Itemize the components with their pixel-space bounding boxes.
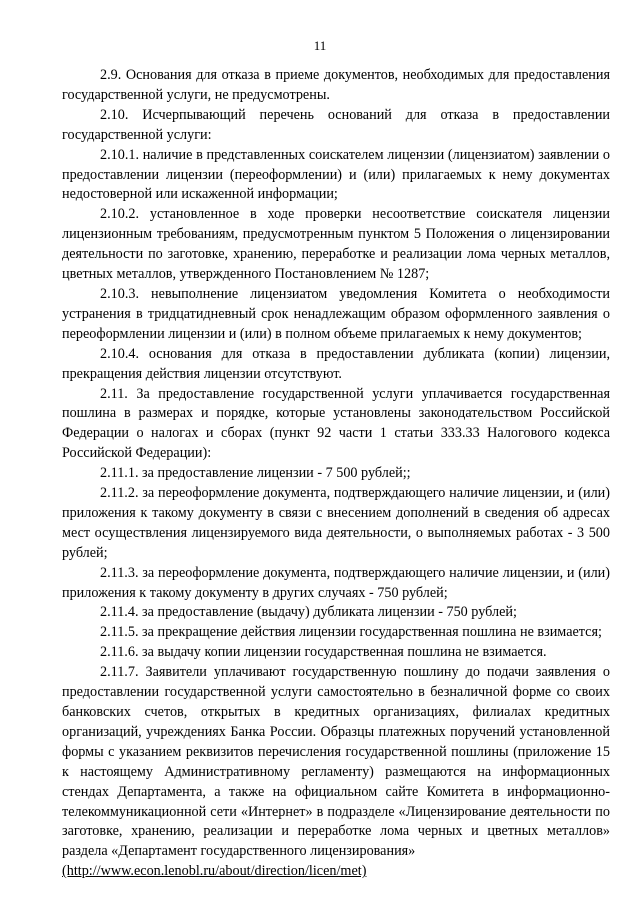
paragraph-2-11-5: 2.11.5. за прекращение действия лицензии государственная пошлина не взимается; <box>100 624 602 641</box>
paragraph-2-9: 2.9. Основания для отказа в приеме документов, необходимых для предоставления государственной услуги, не предусмотрены. <box>62 67 610 103</box>
license-page-link[interactable]: (http://www.econ.lenobl.ru/about/direction/licen/met) <box>62 863 367 880</box>
paragraph-2-11-7: 2.11.7. Заявители уплачивают государственную пошлину до подачи заявления о предоставлении государственной услуги самостоятельно в безналичной форме со своих банковских счетов, открытых в кредитных организациях, филиалах кредитных организаций, учреждениях Банка России. Образцы платежных поручений установленной формы с указанием реквизитов перечисления государственной пошлины (приложение 15 к настоящему Административному регламенту) размещаются на информационных стендах Департамента, а также на официальном сайте Комитета в информационно-телекоммуникационной сети «Интернет» в подразделе «Лицензирование деятельности по заготовке, хранению, реализации и переработке лома черных и цветных металлов» раздела «Департамент государственного лицензирования» <box>62 664 610 860</box>
paragraph-2-11-4: 2.11.4. за предоставление (выдачу) дубликата лицензии - 750 рублей; <box>100 604 517 621</box>
document-body <box>62 66 610 882</box>
paragraph-2-11-3: 2.11.3. за переоформление документа, подтверждающего наличие лицензии, и (или) приложения к такому документу в других случаях - 750 рублей; <box>62 564 610 601</box>
paragraph-2-11-2: 2.11.2. за переоформление документа, подтверждающего наличие лицензии, и (или) приложения к такому документу в связи с внесением дополнений в сведения об адресах мест осуществления лицензируемого вида деятельности, о выполняемых работах - 3 500 рублей; <box>62 485 610 561</box>
paragraph-2-11: 2.11. За предоставление государственной услуги уплачивается государственная пошлина в размерах и порядке, которые установлены законодательством Российской Федерации о налогах и сборах (пункт 92 части 1 статьи 333.33 Налогового кодекса Российской Федерации): <box>62 385 610 462</box>
paragraph-2-11-1: 2.11.1. за предоставление лицензии - 7 500 рублей;; <box>100 465 411 482</box>
paragraph-2-11-6: 2.11.6. за выдачу копии лицензии государственная пошлина не взимается. <box>100 644 547 661</box>
paragraph-2-10-3: 2.10.3. невыполнение лицензиатом уведомления Комитета о необходимости устранения в тридцатидневный срок ненадлежащим образом оформленного заявления о переоформлении лицензии и (или) в полном объеме прилагаемых к нему документов; <box>62 285 610 342</box>
page-number: 11 <box>313 38 327 53</box>
paragraph-2-10-1: 2.10.1. наличие в представленных соискателем лицензии (лицензиатом) заявлении о предоставлении лицензии (переоформлении) и (или) прилагаемых к нему документах недостоверной или искаженной информации; <box>62 146 610 203</box>
paragraph-2-10-4: 2.10.4. основания для отказа в предоставлении дубликата (копии) лицензии, прекращения действия лицензии отсутствуют. <box>62 345 610 382</box>
paragraph-2-10: 2.10. Исчерпывающий перечень оснований для отказа в предоставлении государственной услуги: <box>62 106 610 143</box>
paragraph-2-10-2: 2.10.2. установленное в ходе проверки несоответствие соискателя лицензии лицензионным требованиям, предусмотренным пунктом 5 Положения о лицензировании деятельности по заготовке, хранению, переработке и реализации лома черных металлов, цветных металлов, утвержденного Постановлением № 1287; <box>62 206 610 283</box>
license-page-link-line <box>62 862 610 882</box>
